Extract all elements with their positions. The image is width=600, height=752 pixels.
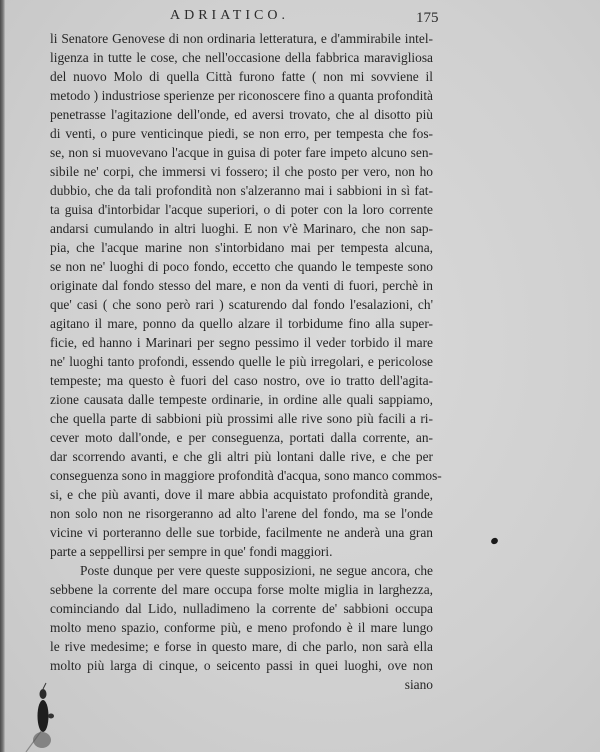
text-line: di venti, o pure venticinque piedi, se non erro, per tempesta che fos- [50, 126, 433, 141]
text-line: vicine vi porteranno delle sue torbide, facilmente ne anderà una gran [50, 525, 433, 540]
page-number: 175 [416, 10, 439, 26]
page-binding-edge [0, 0, 5, 752]
text-line: ta guisa d'intorbidar l'acque superiori, o di poter con la loro corrente [50, 202, 433, 217]
text-line: andarsi cumulando in altri luoghi. E non v'è Marinaro, che non sap- [50, 221, 433, 236]
text-line: sibile ne' corpi, che immersi vi fossero; il che posto per vero, non ho [50, 164, 433, 179]
text-line: se, non si muovevano l'acque in guisa di poter fare impeto alcuno sen- [50, 145, 433, 160]
text-line: cever moto dall'onde, e per conseguenza, portati dalla corrente, an- [50, 430, 433, 445]
text-line: molto meno spazio, conforme più, e meno profondo è il mare lungo [50, 620, 433, 635]
text-line: agitano il mare, ponno da quello alzare il torbidume fino alla super- [50, 316, 433, 331]
ink-blot [490, 537, 499, 546]
paragraph-1 [50, 29, 442, 561]
text-line: molto più larga di cinque, o seicento passi in quei luoghi, ove non [50, 658, 433, 673]
text-line: le rive medesime; e forse in questo mare, di che parlo, non sarà ella [50, 639, 433, 654]
text-line: penetrasse l'agitazione dell'onde, ed aversi trovato, che al disotto più [50, 107, 433, 122]
text-line: metodo ) industriose sperienze per riconoscere fino a quanta profondità [50, 88, 433, 103]
text-line: originate dal fondo stesso del mare, e non da venti di fuori, perchè in [50, 278, 433, 293]
text-line: se non ne' luoghi di poco fondo, eccetto che quando le tempeste sono [50, 259, 433, 274]
body-text [50, 29, 442, 694]
text-line: sebbene la corrente del mare occupa forse molte miglia in larghezza, [50, 582, 433, 597]
text-line: del nuovo Molo di quella Città furono fatte ( non mi sovviene il [50, 69, 433, 84]
text-line: dubbio, che da tali profondità non s'alzeranno mai i sabbioni in sì fat- [50, 183, 433, 198]
text-line: Poste dunque per vere queste supposizioni, ne segue ancora, che [80, 563, 433, 578]
text-line: que' casi ( che sono però rari ) scaturendo dal fondo l'esalazioni, ch' [50, 297, 433, 312]
text-line: dar scorrendo avanti, e che gli altri più lontani dalle rive, e che per [50, 449, 433, 464]
text-line: non solo non ne risorgeranno ad alto l'arene del fondo, ma se l'onde [50, 506, 433, 521]
text-line: li Senatore Genovese di non ordinaria letteratura, e d'ammirabile intel- [50, 31, 433, 46]
paragraph-2 [50, 561, 433, 675]
text-line: parte a seppellirsi per sempre in que' fondi maggiori. [50, 544, 333, 559]
text-line: tempeste; ma questo è fuori del caso nostro, ove io tratto dell'agita- [50, 373, 433, 388]
text-line: che quella parte di sabbioni più prossimi alle rive sono più facili a ri- [50, 411, 433, 426]
text-line: ne' luoghi tanto profondi, essendo quelle le più irregolari, e pericolose [50, 354, 433, 369]
text-line: pia, che l'acque marine non s'intorbidano mai per tempesta alcuna, [50, 240, 433, 255]
text-line: ficie, ed hanno i Marinari per segno pessimo il veder torbido il mare [50, 335, 433, 350]
text-line: si, e che più avanti, dove il mare abbia acquistato profondità grande, [50, 487, 433, 502]
text-line: ligenza in tutte le cose, che nell'occasione della fabbrica maravigliosa [50, 50, 433, 65]
running-head: ADRIATICO. [170, 8, 289, 23]
insect-specimen-icon [22, 680, 62, 752]
text-line: conseguenza sono in maggiore profondità d'acqua, sono manco commos- [50, 468, 442, 483]
catchword: siano [404, 677, 433, 692]
text-line: cominciando dal Lido, nulladimeno la corrente de' sabbioni occupa [50, 601, 433, 616]
text-line: zione causata dalle tempeste ordinarie, in ordine alle quali sappiamo, [50, 392, 433, 407]
